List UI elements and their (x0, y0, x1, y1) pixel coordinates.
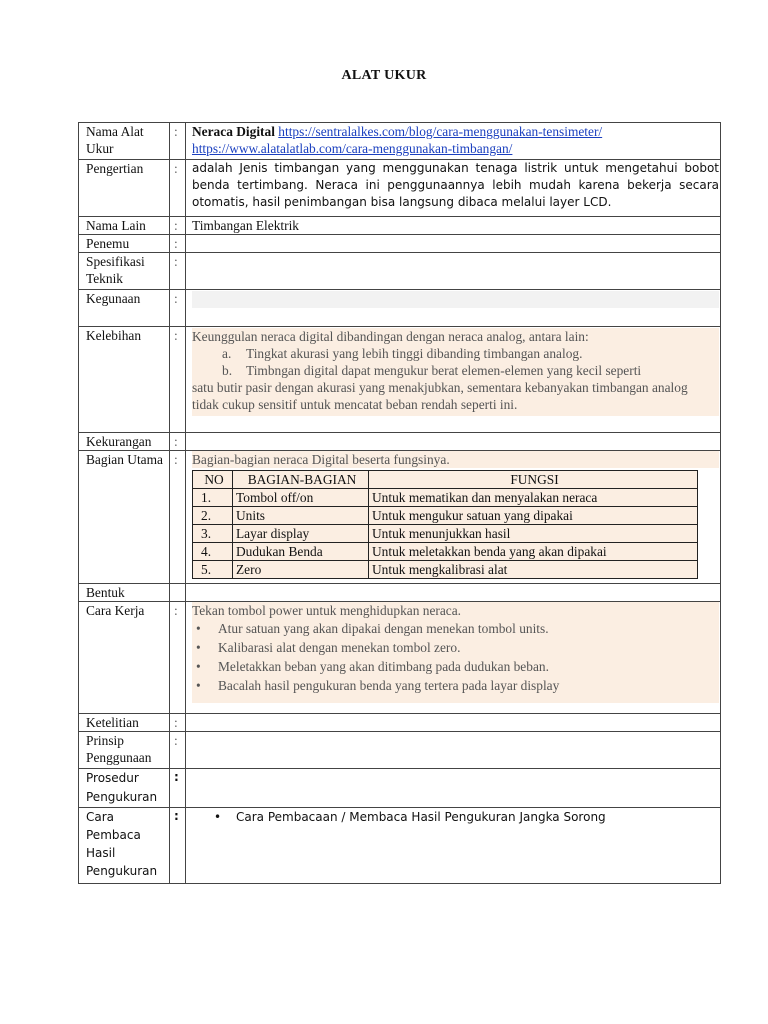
col-header-part: BAGIAN-BAGIAN (233, 471, 369, 489)
row-prinsip (79, 732, 721, 769)
list-item: • Kalibarasi alat dengan menekan tombol zero. (192, 638, 716, 657)
list-item: • Atur satuan yang akan dipakai dengan menekan tombol units. (192, 619, 716, 638)
label-nama-lain: Nama Lain (79, 217, 170, 235)
separator: : (170, 808, 186, 884)
list-item: a. Tingkat akurasi yang lebih tinggi dibanding timbangan analog. (222, 346, 583, 361)
value-prinsip (186, 732, 721, 769)
row-kegunaan (79, 290, 721, 327)
value-nama-alat (186, 123, 721, 160)
table-row: 4. Dudukan Benda Untuk meletakkan benda yang akan dipakai (193, 543, 698, 561)
list-item: • Bacalah hasil pengukuran benda yang tertera pada layar display (192, 676, 716, 695)
label-penemu: Penemu (79, 235, 170, 253)
label-cara-kerja: Cara Kerja (79, 602, 170, 714)
kelebihan-intro: Keunggulan neraca digital dibandingan dengan neraca analog, antara lain: (192, 329, 589, 344)
label-cara-pembaca: Cara Pembaca Hasil Pengukuran (79, 808, 170, 884)
row-prosedur (79, 769, 721, 808)
label-prosedur: Prosedur Pengukuran (79, 769, 170, 808)
row-nama-alat (79, 123, 721, 160)
kelebihan-list (192, 345, 716, 379)
cara-kerja-block (192, 602, 719, 703)
value-bentuk (186, 584, 721, 602)
separator: : (170, 769, 186, 808)
value-kekurangan (186, 433, 721, 451)
value-pengertian: adalah Jenis timbangan yang menggunakan tenaga listrik untuk mengetahui bobot benda tertimbang. Neraca ini penggunaannya lebih mudah karena bekerja secara otomatis, hasil penimbangan bisa langsung dibaca melalui layer LCD. (186, 160, 721, 217)
label-prinsip: Prinsip Penggunaan (79, 732, 170, 769)
cara-kerja-intro: Tekan tombol power untuk menghidupkan neraca. (192, 603, 462, 618)
label-bentuk: Bentuk (79, 584, 170, 602)
row-bagian-utama (79, 451, 721, 584)
row-bentuk (79, 584, 721, 602)
list-item: • Meletakkan beban yang akan ditimbang pada dudukan beban. (192, 657, 716, 676)
instrument-table (78, 122, 721, 884)
value-spesifikasi (186, 253, 721, 290)
row-ketelitian (79, 714, 721, 732)
row-kelebihan (79, 327, 721, 433)
row-pengertian (79, 160, 721, 217)
value-kegunaan (186, 290, 721, 327)
separator: : (170, 253, 186, 290)
label-kelebihan: Kelebihan (79, 327, 170, 433)
kelebihan-continuation: satu butir pasir dengan akurasi yang menakjubkan, sementara kebanyakan timbangan analog tidak cukup sensitif untuk mencatat beban rendah seperti ini. (192, 380, 688, 412)
row-cara-kerja (79, 602, 721, 714)
separator: : (170, 123, 186, 160)
table-row: 1. Tombol off/on Untuk mematikan dan menyalakan neraca (193, 489, 698, 507)
separator: : (170, 327, 186, 433)
reference-link-1[interactable]: https://sentralalkes.com/blog/cara-menggunakan-tensimeter/ (278, 124, 603, 139)
row-nama-lain (79, 217, 721, 235)
value-nama-lain: Timbangan Elektrik (186, 217, 721, 235)
col-header-no: NO (193, 471, 233, 489)
value-kelebihan (186, 327, 721, 433)
row-cara-pembaca (79, 808, 721, 884)
value-prosedur (186, 769, 721, 808)
document-title: ALAT UKUR (341, 68, 427, 83)
value-bagian-utama (186, 451, 721, 584)
separator: : (170, 732, 186, 769)
label-bagian-utama: Bagian Utama (79, 451, 170, 584)
separator: : (170, 433, 186, 451)
row-penemu (79, 235, 721, 253)
cara-pembaca-list (210, 808, 719, 827)
kelebihan-block (192, 328, 719, 416)
row-spesifikasi (79, 253, 721, 290)
instrument-name: Neraca Digital (192, 124, 275, 139)
table-row: 5. Zero Untuk mengkalibrasi alat (193, 561, 698, 579)
label-nama-alat: Nama Alat Ukur (79, 123, 170, 160)
label-kegunaan: Kegunaan (79, 290, 170, 327)
parts-table (192, 470, 698, 579)
parts-header-row (193, 471, 698, 489)
cara-kerja-steps (192, 619, 716, 695)
value-ketelitian (186, 714, 721, 732)
label-kekurangan: Kekurangan (79, 433, 170, 451)
col-header-function: FUNGSI (369, 471, 698, 489)
separator: : (170, 290, 186, 327)
separator: : (170, 451, 186, 584)
value-cara-pembaca (186, 808, 721, 884)
value-cara-kerja (186, 602, 721, 714)
label-pengertian: Pengertian (79, 160, 170, 217)
shaded-placeholder (192, 291, 719, 308)
list-item: b. Timbngan digital dapat mengukur berat elemen-elemen yang kecil seperti (222, 363, 642, 378)
reference-link-2[interactable]: https://www.alatalatlab.com/cara-menggunakan-timbangan/ (192, 141, 513, 156)
bagian-intro: Bagian-bagian neraca Digital beserta fungsinya. (192, 451, 719, 468)
separator: : (170, 602, 186, 714)
row-kekurangan (79, 433, 721, 451)
list-item: • Cara Pembacaan / Membaca Hasil Pengukuran Jangka Sorong (210, 808, 719, 827)
table-row: 3. Layar display Untuk menunjukkan hasil (193, 525, 698, 543)
value-penemu (186, 235, 721, 253)
label-spesifikasi: Spesifikasi Teknik (79, 253, 170, 290)
label-ketelitian: Ketelitian (79, 714, 170, 732)
separator: : (170, 217, 186, 235)
table-row: 2. Units Untuk mengukur satuan yang dipakai (193, 507, 698, 525)
separator (170, 584, 186, 602)
separator: : (170, 160, 186, 217)
separator: : (170, 714, 186, 732)
separator: : (170, 235, 186, 253)
